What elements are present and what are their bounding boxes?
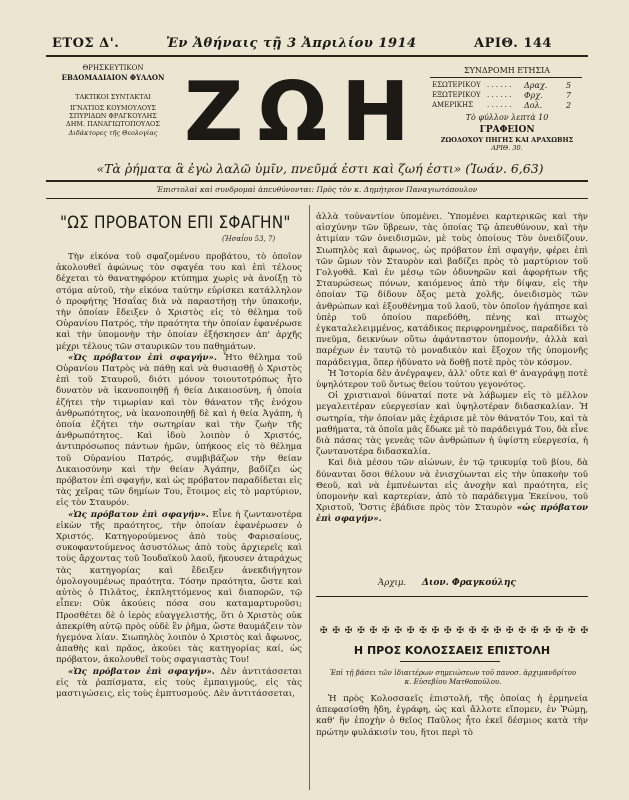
left-line2: ΕΒΔΟΜΑΔΙΑΙΟΝ ΦΥΛΛΟΝ	[61, 73, 165, 82]
paragraph-lead: «Ὡς πρόβατον ἐπὶ σφαγήν».	[68, 666, 215, 677]
motto: «Τὰ ῥήματα ἃ ἐγὼ λαλῶ ὑμῖν, πνεῦμά ἐστι καὶ ζωή ἐστι» (Ἰωάν. 6,63)	[96, 161, 544, 176]
left-line1: ΘΡΗΣΚΕΥΤΙΚΟΝ	[82, 64, 144, 72]
header-rule	[46, 55, 588, 57]
title-underline	[400, 661, 500, 662]
paragraph: «Ὡς πρόβατον ἐπὶ σφαγήν». Δὲν ἀντιτάσσεται εἰς τὰ ῥαπίσματα, εἰς τοὺς ἐμπαιγμούς, εἰς τὰς μαστιγώσεις, εἰς τοὺς ἐμπτυσμούς. Δὲν ἀντιτάσσεται,	[56, 666, 302, 699]
masthead-logo: ΖΩΗ	[184, 65, 424, 160]
office-number: ΑΡΙΘ. 30.	[491, 144, 523, 152]
article-byline: Ἐπὶ τῇ βάσει τῶν ἰδιαιτέρων σημειώσεων τοῦ πανοσ. ἀρχιμανδρίτου κ. Εὐσεβίου Ματθοπούλου.	[329, 669, 577, 686]
sub-row-label: ΑΜΕΡΙΚΗΣ	[432, 101, 474, 109]
column-divider	[309, 205, 310, 790]
article-reference: (Ἡσαΐου 53, 7)	[222, 235, 276, 243]
paragraph-lead: «ὡς πρόβατον ἐπὶ σφαγήν».	[316, 503, 588, 525]
sub-row-amount: 5	[566, 81, 572, 90]
editor-name: ΣΠΥΡΙΔΩΝ ΦΡΑΓΚΟΥΛΗΣ	[69, 112, 157, 120]
year-label: ΕΤΟΣ Δ'.	[52, 36, 120, 51]
paragraph-lead: «Ὡς πρόβατον ἐπὶ σφαγήν».	[68, 509, 209, 520]
editor-name: ΔΗΜ. ΠΑΝΑΓΙΩΤΟΠΟΥΛΟΣ	[66, 120, 160, 128]
signature: Διον. Φραγκούλης	[422, 578, 516, 588]
subscription-rule	[430, 77, 582, 78]
paragraph: «Ὡς πρόβατον ἐπὶ σφαγήν». Εἶνε ἡ ζωντανοτέρα εἰκὼν τῆς πραότητος, τὴν ὁποίαν ἐφανέρωσεν ὁ Χριστός. Κατηγορούμενος ἀπὸ τοὺς Φαρισαίους, συκοφαντούμενος ἀσυστόλως ἀπὸ τοὺς ἀρχιερεῖς καὶ τοὺς ἄρχοντας τοῦ Ἰουδαϊκοῦ λαοῦ, ἤκουσεν ἀταράχως τὰς κατηγορίας καὶ ἔδειξεν ἀνεκδιήγητον ὁμολογουμένως πραότητα. Τόσην πραότητα, ὥστε καὶ αὐτὸς ὁ Πιλᾶτος, ἐκπληττόμενος καὶ διαπορῶν, τῷ εἶπεν: Οὐκ ἀκούεις πόσα σου καταμαρτυροῦσι; Προσθέτει δὲ ὁ ἱερὸς εὐαγγελιστής, ὅτι ὁ Χριστὸς οὐκ ἀπεκρίθη αὐτῷ πρὸς οὐδὲ ἓν ῥῆμα, ὥστε θαυμάζειν τὸν ἡγεμόνα λίαν. Σιωπηλὸς λοιπὸν ὁ Χριστὸς καὶ ἄφωνος, ἀπαθὴς καὶ πρᾶος, ἀκούει τὰς κατηγορίας καί, ὡς πρόβατον, ἀκολουθεῖ τοὺς σφαγιαστὰς Του!	[56, 509, 302, 666]
motto-rule	[46, 180, 588, 182]
sub-row-label: ΕΣΩΤΕΡΙΚΟΥ	[432, 81, 481, 89]
article-title: Η ΠΡΟΣ ΚΟΛΟΣΣΑΕΙΣ ΕΠΙΣΤΟΛΗ	[353, 644, 551, 657]
sub-row-currency: Δραχ.	[524, 81, 548, 90]
paragraph: ἀλλὰ τοὐναντίον ὑπομένει. Ὑπομένει καρτερικῶς καὶ τὴν αἰσχύνην τῶν ὕβρεων, τὰς ὁποίας Τῷ ἀπευθύνουν, καὶ τὴν ἀτιμίαν τῶν ὀνειδισμῶν, μὲ τοὺς ὁποίους Τὸν ὀνειδίζουν. Σιωπηλὸς καὶ ἄφωνος, ὡς πρόβατον ἐπὶ σφαγήν, φέρει ἐπὶ τῶν ὤμων τὸν Σταυρὸν καὶ βαδίζει πρὸς τὸ μαρτύριον τοῦ Γολγοθᾶ. Καὶ ἐν μέσῳ τῶν ὀδυνηρῶν καὶ ἀφορήτων τῆς Σταυρώσεως πόνων, καιόμενος ἀπὸ τὴν δίψαν, εἰς τὴν ὁποίαν Τῷ δίδουν ὄξος μετὰ χολῆς, ὀνειδισμὸς τῶν ἀνθρώπων καὶ ἐξουθένημα τοῦ λαοῦ, τὸν ὁποῖον ἠγάπησε καὶ ὑπὲρ τοῦ ὁποίου παρεδόθη, πένης καὶ πτωχὸς ἐγκαταλελειμμένος, κατάδικος περιφρονημένος, παραδίδει τὸ πνεῦμα, δεικνύων οὕτω ἀφάνταστον ὑπομονήν, ἀλλὰ καὶ παρέχων ἐν ταυτῷ τὸ μοναδικὸν καὶ ἔξοχον τῆς ὑπομονῆς παράδειγμα, ὅπερ ἠδύνατο νὰ δοθῇ ποτὲ πρὸς τὸν κόσμον.	[316, 212, 588, 368]
editors-role: Διδάκτορες τῆς Θεολογίας	[68, 129, 158, 137]
paragraph: Οἱ χριστιανοὶ δύναταί ποτε νὰ λάβωμεν εἰς τὸ μέλλον μεγαλειτέραν εὐεργεσίαν καὶ ὑψηλοτέραν διδασκαλίαν. Ἡ σωτηρία, τὴν ὁποίαν μᾶς ἐχάρισε μὲ τὸν θάνατόν Του, καὶ τὰ μαθήματα, τὰ ὁποῖα μᾶς ἔδωκε μὲ τὸ παράδειγμά Του, δὰ εἶνε διὰ πάσας τὰς γενεὰς τῶν ἀνθρώπων ἡ ὑψίστη εὐεργεσία, ἡ ζωντανοτέρα διδασκαλία.	[316, 391, 588, 458]
sub-row-currency: Δολ.	[524, 101, 543, 110]
paragraph: Ἡ πρὸς Κολοσσαεῖς ἐπιστολή, τῆς ὁποίας ἡ ἑρμηνεία ἀπεφασίσθη ἤδη, ἐγράφη, ὡς καὶ ἄλλοτε εἴπομεν, ἐν Ῥώμῃ, καθ' ἣν ἐποχὴν ὁ θεῖος Παῦλος ἦτο ἐκεῖ δέσμιος κατὰ τὴν πρώτην φυλάκισίν του, ἥτοι περὶ τὸ	[316, 694, 588, 738]
ornament-band: ✠ ✠ ✠ ✠ ✠ ✠ ✠ ✠ ✠ ✠ ✠ ✠ ✠ ✠ ✠ ✠ ✠ ✠ ✠ ✠ ✠ ✠	[320, 626, 589, 636]
sub-row-amount: 2	[566, 101, 572, 110]
issue-number: ΑΡΙΘ. 144	[474, 36, 552, 51]
article-title: "ΩΣ ΠΡΟΒΑΤΟΝ ΕΠΙ ΣΦΑΓΗΝ"	[60, 213, 291, 233]
article-column-left	[56, 252, 302, 792]
sub-row-amount: 7	[566, 91, 572, 100]
notice-rule	[46, 198, 588, 199]
paragraph: Ἡ Ἱστορία δὲν ἀνέγραψεν, ἀλλ' οὔτε καὶ θ' ἀναγράψῃ ποτὲ ὑψηλότερον τοῦ ὄντως θείου τούτου γεγονότος.	[316, 368, 588, 391]
single-copy-price: Τὸ φύλλον λεπτὰ 10	[465, 113, 549, 122]
editor-name: ΙΓΝΑΤΙΟΣ ΚΟΥΜΟΥΛΟΥΣ	[69, 104, 156, 112]
office-title: ΓΡΑΦΕΙΟΝ	[479, 125, 535, 135]
paragraph: «Ὡς πρόβατον ἐπὶ σφαγήν». Ἦτο θέλημα τοῦ Οὐρανίου Πατρὸς νὰ πάθῃ καὶ νὰ θυσιασθῇ ὁ Χριστὸς ἐπὶ τοῦ Σταυροῦ, διότι μόνον τοιουτοτρόπως ἦτο δυνατὸν νὰ ἱκανοποιηθῇ ἡ θεία Δικαιοσύνη, ἡ ὁποία ἐζήτει τὴν τιμωρίαν καὶ τὸν θάνατον τῆς ἐνόχου ἀνθρωπότητος, νὰ ἱκανοποιηθῇ δὲ καὶ ἡ θεία Ἀγάπη, ἡ ὁποία ἐζήτει τὴν σωτηρίαν καὶ τὴν ζωὴν τῆς ἀνθρωπότητος. Καὶ ἰδοὺ λοιπὸν ὁ Χριστός, ἀντιπρόσωπος πάντων ἡμῶν, ὑπήκοος εἰς τὸ θέλημα τοῦ Οὐρανίου Πατρός, συμβιβάζων τὴν θείαν Δικαιοσύνην καὶ τὴν θείαν Ἀγάπην, βαδίζει ὡς πρόβατον ἐπὶ σφαγήν, καὶ ὡς πρόβατον παραδίδεται εἰς τὰς χεῖρας τῶν δημίων Του, ἕτοιμος εἰς τὸ μαρτύριον, εἰς τὸν Σταυρόν.	[56, 352, 302, 509]
article-column-right	[316, 212, 588, 572]
left-line3: ΤΑΚΤΙΚΟΙ ΣΥΝΤΑΚΤΑΙ	[75, 93, 151, 101]
newspaper-page: ΕΤΟΣ Δ'. Ἐν Ἀθήναις τῇ 3 Ἀπριλίου 1914 ΑΡΙΘ. 144 ΘΡΗΣΚΕΥΤΙΚΟΝ ΕΒΔΟΜΑΔΙΑΙΟΝ ΦΥΛΛΟΝ ΤΑΚΤΙΚΟΙ ΣΥΝΤΑΚΤΑΙ ΙΓΝΑΤΙΟΣ ΚΟΥΜΟΥΛΟΥΣ ΣΠΥΡΙΔΩΝ ΦΡΑΓΚΟΥΛΗΣ ΔΗΜ. ΠΑΝΑΓΙΩΤΟΠΟΥΛΟΣ Διδάκτορες τῆς Θεολογίας ΖΩΗ ΣΥΝΔΡΟΜΗ ΕΤΗΣΙΑ ΕΣΩΤΕΡΙΚΟΥ . . . . . . Δραχ. 5 ΕΞΩΤΕΡΙΚΟΥ . . . . . . Φρχ. 7 ΑΜΕΡΙΚΗΣ . . . . . . Δολ. 2 Τὸ φύλλον λεπτὰ 10 ΓΡΑΦΕΙΟΝ ΖΩΟΔΟΧΟΥ ΠΗΓΗΣ ΚΑΙ ΑΡΑΧΩΒΗΣ ΑΡΙΘ. 30. «Τὰ ῥήματα ἃ ἐγὼ λαλῶ ὑμῖν, πνεῦμά ἐστι καὶ ζωή ἐστι» (Ἰωάν. 6,63) Ἐπιστολαὶ καὶ συνδρομαὶ ἀπευθύνονται: Πρὸς τὸν κ. Δημήτριον Παναγιωτόπουλον "ΩΣ ΠΡΟΒΑΤΟΝ ΕΠΙ ΣΦΑΓΗΝ" (Ἡσαΐου 53, 7) Τὴν εἰκόνα τοῦ σφαζομένου προβάτου, τὸ ὁποῖον ἀκολουθεῖ ἀφώνως τὸν σφαγέα του καὶ ἐπὶ τέλους δέχεται τὸ θανατηφόρον κτύπημα χωρὶς νὰ ἀνοίξῃ τὸ στόμα αὐτοῦ, τὴν εἰκόνα ταύτην εὑρίσκει κατάλληλον ὁ προφήτης Ἡσαΐας διὰ νὰ παραστήσῃ τὴν ὑπακοήν, τὴν ὁποίαν ἔδειξεν ὁ Χριστὸς εἰς τὸ θέλημα τοῦ Οὐρανίου Πατρός, τὴν πραότητα τὴν ὁποίαν ἐφανέρωσε καὶ τὴν ὑπομονὴν τὴν ὁποίαν ἐξήσκησεν ἀπ' ἀρχῆς μέχρι τέλους τῶν σταυρικῶν του παθημάτων. «Ὡς πρόβατον ἐπὶ σφαγήν». Ἦτο θέλημα τοῦ Οὐρανίου Πατρὸς νὰ πάθῃ καὶ νὰ θυσιασθῇ ὁ Χριστὸς ἐπὶ τοῦ Σταυροῦ, διότι μόνον τοιουτοτρόπως ἦτο δυνατὸν νὰ ἱκανοποιηθῇ ἡ θεία Δικαιοσύνη, ἡ ὁποία ἐζήτει τὴν τιμωρίαν καὶ τὸν θάνατον τῆς ἐνόχου ἀνθρωπότητος, νὰ ἱκανοποιηθῇ δὲ καὶ ἡ θεία Ἀγάπη, ἡ ὁποία ἐζήτει τὴν σωτηρίαν καὶ τὴν ζωὴν τῆς ἀνθρωπότητος. Καὶ ἰδοὺ λοιπὸν ὁ Χριστός, ἀντιπρόσωπος πάντων ἡμῶν, ὑπήκοος εἰς τὸ θέλημα τοῦ Οὐρανίου Πατρός, συμβιβάζων τὴν θείαν Δικαιοσύνην καὶ τὴν θείαν Ἀγάπην, βαδίζει ὡς πρόβατον ἐπὶ σφαγήν, καὶ ὡς πρόβατον παραδίδεται εἰς τὰς χεῖρας τῶν δημίων Του, ἕτοιμος εἰς τὸ μαρτύριον, εἰς τὸν Σταυρόν. «Ὡς πρόβατον ἐπὶ σφαγήν». Εἶνε ἡ ζωντανοτέρα εἰκὼν τῆς πραότητος, τὴν ὁποίαν ἐφανέρωσεν ὁ Χριστός. Κατηγορούμενος ἀπὸ τοὺς Φαρισαίους, συκοφαντούμενος ἀσυστόλως ἀπὸ τοὺς ἀρχιερεῖς καὶ τοὺς ἄρχοντας τοῦ Ἰουδαϊκοῦ λαοῦ, ἤκουσεν ἀταράχως τὰς κατηγορίας καὶ ἔδειξεν ἀνεκδιήγητον ὁμολογουμένως πραότητα. Τόσην πραότητα, ὥστε καὶ αὐτὸς ὁ Πιλᾶτος, ἐκπληττόμενος καὶ διαπορῶν, τῷ εἶπεν: Οὐκ ἀκούεις πόσα σου καταμαρτυροῦσι; Προσθέτει δὲ ὁ ἱερὸς εὐαγγελιστής, ὅτι ὁ Χριστὸς οὐκ ἀπεκρίθη αὐτῷ πρὸς οὐδὲ ἓν ῥῆμα, ὥστε θαυμάζειν τὸν ἡγεμόνα λίαν. Σιωπηλὸς λοιπὸν ὁ Χριστὸς καὶ ἄφωνος, ἀπαθὴς καὶ πρᾶος, ἀκούει τὰς κατηγορίας καί, ὡς πρόβατον, ἀκολουθεῖ τοὺς σφαγιαστὰς Του! «Ὡς πρόβατον ἐπὶ σφαγήν». Δὲν ἀντιτάσσεται εἰς τὰ ῥαπίσματα, εἰς τοὺς ἐμπαιγμούς, εἰς τὰς μαστιγώσεις, εἰς τοὺς ἐμπτυσμούς. Δὲν ἀντιτάσσεται, ἀλλὰ τοὐναντίον ὑπομένει. Ὑπομένει καρτερικῶς καὶ τὴν αἰσχύνην τῶν ὕβρεων, τὰς ὁποίας Τῷ ἀπευθύνουν, καὶ τὴν ἀτιμίαν τῶν ὀνειδισμῶν, μὲ τοὺς ὁποίους Τὸν ὀνειδίζουν. Σιωπηλὸς καὶ ἄφωνος, ὡς πρόβατον ἐπὶ σφαγήν, φέρει ἐπὶ τῶν ὤμων τὸν Σταυρὸν καὶ βαδίζει πρὸς τὸ μαρτύριον τοῦ Γολγοθᾶ. Καὶ ἐν μέσῳ τῶν ὀδυνηρῶν καὶ ἀφορήτων τῆς Σταυρώσεως πόνων, καιόμενος ἀπὸ τὴν δίψαν, εἰς τὴν ὁποίαν Τῷ δίδουν ὄξος μετὰ χολῆς, ὀνειδισμὸς τῶν ἀνθρώπων καὶ ἐξουθένημα τοῦ λαοῦ, τὸν ὁποῖον ἠγάπησε καὶ ὑπὲρ τοῦ ὁποίου παρεδόθη, πένης καὶ πτωχὸς ἐγκαταλελειμμένος, κατάδικος περιφρονημένος, παραδίδει τὸ πνεῦμα, δεικνύων οὕτω ἀφάνταστον ὑπομονήν, ἀλλὰ καὶ παρέχων ἐν ταυτῷ τὸ μοναδικὸν καὶ ἔξοχον τῆς ὑπομονῆς παράδειγμα, ὅπερ ἠδύνατο νὰ δοθῇ ποτὲ πρὸς τὸν κόσμον. Ἡ Ἱστορία δὲν ἀνέγραψεν, ἀλλ' οὔτε καὶ θ' ἀναγράψῃ ποτὲ ὑψηλότερον τοῦ ὄντως θείου τούτου γεγονότος. Οἱ χριστιανοὶ δύναταί ποτε νὰ λάβωμεν εἰς τὸ μέλλον μεγαλειτέραν εὐεργεσίαν καὶ ὑψηλοτέραν διδασκαλίαν. Ἡ σωτηρία, τὴν ὁποίαν μᾶς ἐχάρισε μὲ τὸν θάνατόν Του, καὶ τὰ μαθήματα, τὰ ὁποῖα μᾶς ἔδωκε μὲ τὸ παράδειγμά Του, δὰ εἶνε διὰ πάσας τὰς γενεὰς τῶν ἀνθρώπων ἡ ὑψίστη εὐεργεσία, ἡ ζωντανοτέρα διδασκαλία. Καὶ διὰ μέσου τῶν αἰώνων, ἐν τῷ τρικυμίᾳ τοῦ βίου, δὰ δύνανται ὅσοι θέλουν νὰ ἐνισχύωνται εἰς τὴν ὑπακοὴν τοῦ Θεοῦ, καὶ νὰ ἐμπνέωνται εἰς ἀνοχὴν καὶ πραότητα, εἰς ὑπομονὴν καὶ καρτερίαν, ἀπὸ τὸ παράδειγμα Ἐκείνου, τοῦ Χριστοῦ, Ὅστις ἐβάδισε πρὸς τὸν Σταυρὸν «ὡς πρόβατον ἐπὶ σφαγήν». Ἀρχιμ. Διον. Φραγκούλης ✠ ✠ ✠ ✠ ✠ ✠ ✠ ✠ ✠ ✠ ✠ ✠ ✠ ✠ ✠ ✠ ✠ ✠ ✠ ✠ ✠ ✠ Η ΠΡΟΣ ΚΟΛΟΣΣΑΕΙΣ ΕΠΙΣΤΟΛΗ Ἐπὶ τῇ βάσει τῶν ἰδιαιτέρων σημειώσεων τοῦ πανοσ. ἀρχιμανδρίτου κ. Εὐσεβίου Ματθοπούλου. Ἡ πρὸς Κολοσσαεῖς ἐπιστολή, τῆς ὁποίας ἡ ἑρμηνεία ἀπεφασίσθη ἤδη, ἐγράφη, ὡς καὶ ἄλλοτε εἴπομεν, ἐν Ῥώμῃ, καθ' ἣν ἐποχὴν ὁ θεῖος Παῦλος ἦτο ἐκεῖ δέσμιος κατὰ τὴν πρώτην φυλάκισίν του, ἥτοι περὶ τὸ	[0, 0, 629, 800]
signature-title: Ἀρχιμ.	[378, 578, 407, 588]
article-body	[316, 694, 588, 790]
sub-row-currency: Φρχ.	[524, 91, 543, 100]
paragraph: Τὴν εἰκόνα τοῦ σφαζομένου προβάτου, τὸ ὁποῖον ἀκολουθεῖ ἀφώνως τὸν σφαγέα του καὶ ἐπὶ τέλους δέχεται τὸ θανατηφόρον κτύπημα χωρὶς νὰ ἀνοίξῃ τὸ στόμα αὐτοῦ, τὴν εἰκόνα ταύτην εὑρίσκει κατάλληλον ὁ προφήτης Ἡσαΐας διὰ νὰ παραστήσῃ τὴν ὑπακοήν, τὴν ὁποίαν ἔδειξεν ὁ Χριστὸς εἰς τὸ θέλημα τοῦ Οὐρανίου Πατρός, τὴν πραότητα τὴν ὁποίαν ἐφανέρωσε καὶ τὴν ὑπομονὴν τὴν ὁποίαν ἐξήσκησεν ἀπ' ἀρχῆς μέχρι τέλους τῶν σταυρικῶν του παθημάτων.	[56, 252, 302, 352]
subscription-title: ΣΥΝΔΡΟΜΗ ΕΤΗΣΙΑ	[463, 66, 551, 75]
office-address: ΖΩΟΔΟΧΟΥ ΠΗΓΗΣ ΚΑΙ ΑΡΑΧΩΒΗΣ	[440, 136, 574, 144]
sub-row-label: ΕΞΩΤΕΡΙΚΟΥ	[432, 91, 481, 99]
paragraph: Καὶ διὰ μέσου τῶν αἰώνων, ἐν τῷ τρικυμίᾳ τοῦ βίου, δὰ δύνανται ὅσοι θέλουν νὰ ἐνισχύωνται εἰς τὴν ὑπακοὴν τοῦ Θεοῦ, καὶ νὰ ἐμπνέωνται εἰς ἀνοχὴν καὶ πραότητα, εἰς ὑπομονὴν καὶ καρτερίαν, ἀπὸ τὸ παράδειγμα Ἐκείνου, τοῦ Χριστοῦ, Ὅστις ἐβάδισε πρὸς τὸν Σταυρὸν «ὡς πρόβατον ἐπὶ σφαγήν».	[316, 458, 588, 525]
dateline: Ἐν Ἀθήναις τῇ 3 Ἀπριλίου 1914	[166, 36, 417, 51]
article-separator	[316, 596, 588, 597]
paragraph-lead: «Ὡς πρόβατον ἐπὶ σφαγήν».	[68, 352, 217, 363]
correspondence-notice: Ἐπιστολαὶ καὶ συνδρομαὶ ἀπευθύνονται: Πρὸς τὸν κ. Δημήτριον Παναγιωτόπουλον	[156, 185, 478, 194]
